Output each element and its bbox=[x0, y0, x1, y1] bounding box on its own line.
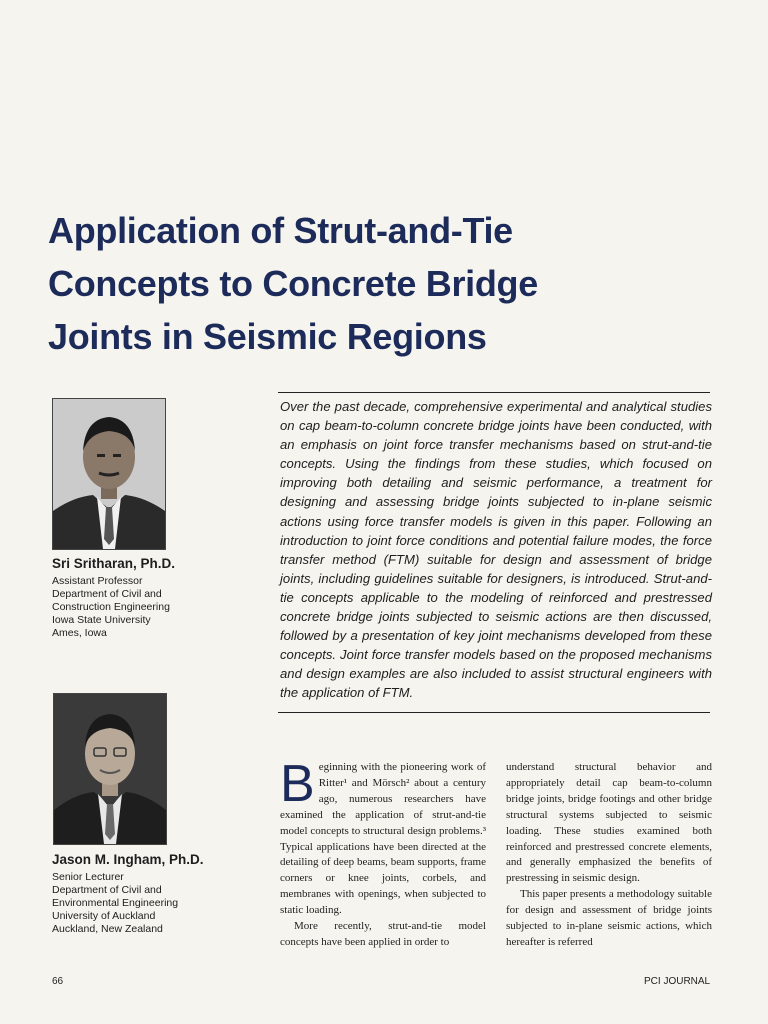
author-photo-sritharan bbox=[52, 398, 166, 550]
body-paragraph: This paper presents a methodology suitable for design and assessment of bridge joints subjected to in-plane seismic actions, which hereafter is referred bbox=[506, 888, 712, 948]
abstract-top-rule bbox=[278, 392, 710, 393]
author-block-2 bbox=[52, 852, 262, 936]
paragraph-text: eginning with the pioneering work of Ritter¹ and Mörsch² about a century ago, numerous researchers have examined the application of strut-and-tie model concepts to structural design problems.³ Typical applications have been directed at the detailing of deep beams, beam supports, frame corners or knee joints, corbels, and membranes with openings, when subjected to static loading. bbox=[280, 761, 486, 917]
title-line-1: Application of Strut-and-Tie bbox=[48, 210, 513, 251]
body-column-2 bbox=[506, 760, 712, 951]
affiliation-line: Auckland, New Zealand bbox=[52, 923, 163, 935]
body-paragraph: understand structural behavior and appropriately detail cap beam-to-column bridge joints, bridge footings and other bridge structural systems subjected to seismic loading. These studies examined both reinforced and prestressed concrete elements, and generally emphasized the benefits of prestressing in seismic design. bbox=[506, 761, 712, 885]
affiliation-line: University of Auckland bbox=[52, 910, 156, 922]
affiliation-line: Environmental Engineering bbox=[52, 897, 179, 909]
author-block-1 bbox=[52, 556, 262, 640]
author-name: Sri Sritharan, Ph.D. bbox=[52, 556, 176, 571]
drop-cap: B bbox=[280, 755, 315, 813]
body-paragraph bbox=[280, 755, 486, 919]
affiliation-line: Construction Engineering bbox=[52, 601, 170, 613]
author-affiliation bbox=[52, 575, 262, 640]
body-column-1 bbox=[280, 755, 486, 951]
author-name: Jason M. Ingham, Ph.D. bbox=[52, 852, 204, 867]
affiliation-line: Iowa State University bbox=[52, 614, 151, 626]
abstract-bottom-rule bbox=[278, 712, 710, 713]
title-line-2: Concepts to Concrete Bridge bbox=[48, 263, 538, 304]
affiliation-line: Senior Lecturer bbox=[52, 871, 124, 883]
affiliation-line: Department of Civil and bbox=[52, 884, 162, 896]
author-affiliation bbox=[52, 871, 262, 936]
body-paragraph: More recently, strut-and-tie model concepts have been applied in order to bbox=[280, 920, 486, 948]
author-photo-ingham bbox=[53, 693, 167, 845]
title-line-3: Joints in Seismic Regions bbox=[48, 316, 487, 357]
page-number: 66 bbox=[52, 976, 64, 987]
journal-name: PCI JOURNAL bbox=[644, 976, 711, 987]
affiliation-line: Assistant Professor bbox=[52, 575, 143, 587]
article-title bbox=[48, 204, 688, 363]
abstract-text: Over the past decade, comprehensive experimental and analytical studies on cap beam-to-column concrete bridge joints have been conducted, with an emphasis on joint force transfer mechanisms based on strut-and-tie concepts. Using the findings from these studies, which focused on improving both detailing and seismic performance, a treatment for designing and assessing bridge joints subjected to in-plane seismic actions using force transfer models is given in this paper. Following an introduction to joint force conditions and potential failure modes, the force transfer method (FTM) suitable for design and assessment of bridge joints, including guidelines suitable for designers, is introduced. Strut-and-tie concepts applicable to the modeling of reinforced and prestressed concrete bridge joints subjected to seismic actions are then discussed, followed by a presentation of key joint mechanisms developed from these concepts. Joint force transfer models based on the proposed mechanisms and design examples are also included to assist structural engineers with the application of FTM. bbox=[280, 399, 712, 701]
affiliation-line: Department of Civil and bbox=[52, 588, 162, 600]
affiliation-line: Ames, Iowa bbox=[52, 627, 107, 639]
